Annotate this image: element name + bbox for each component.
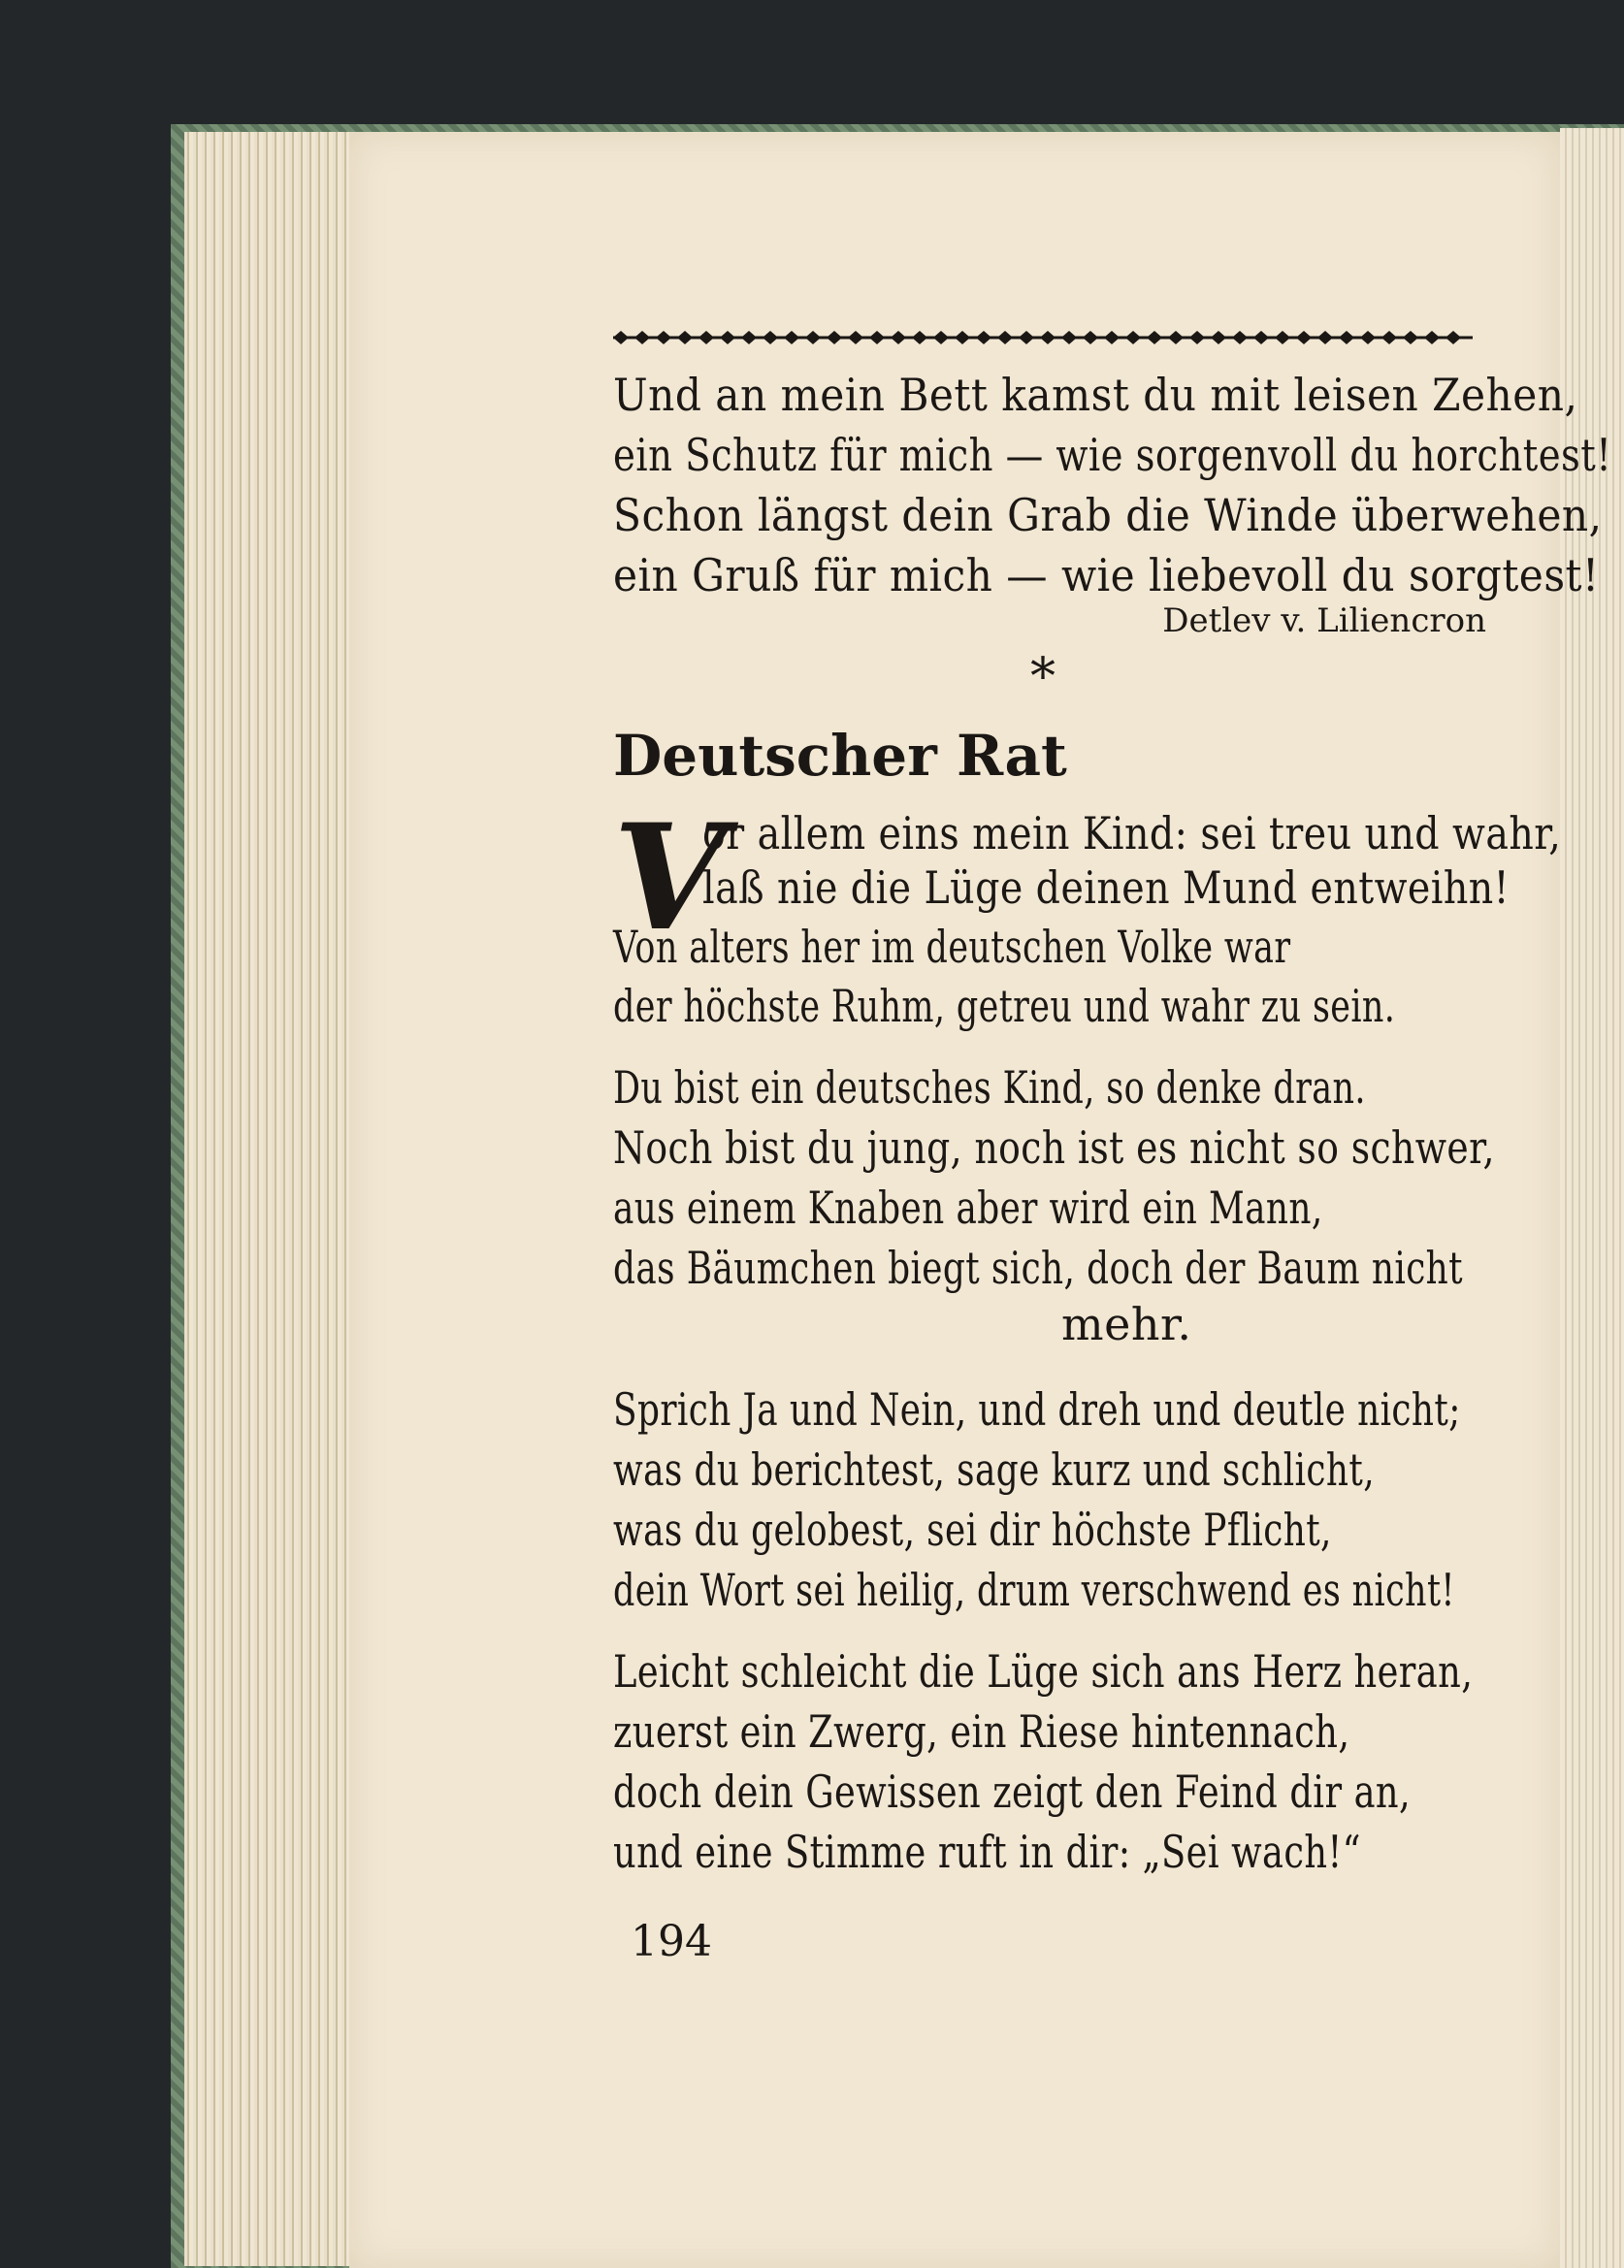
drop-cap: V bbox=[613, 793, 727, 963]
ornament-diamond bbox=[634, 331, 650, 344]
poem1-line-4: ein Gruß für mich — wie liebevoll du sorgtest! bbox=[613, 549, 1600, 601]
ornament-diamond bbox=[1125, 331, 1141, 344]
ornament-diamond bbox=[1360, 331, 1376, 344]
ornament-diamond bbox=[1381, 331, 1397, 344]
ornament-diamond bbox=[741, 331, 757, 344]
ornament-diamond bbox=[763, 331, 778, 344]
stanza1-line-3: Von alters her im deutschen Volke war bbox=[613, 921, 1291, 973]
stanza4-line-3: doch dein Gewissen zeigt den Feind dir an, bbox=[613, 1766, 1412, 1818]
stanza4-line-2: zuerst ein Zwerg, ein Riese hintennach, bbox=[613, 1705, 1350, 1758]
ornament-diamond bbox=[1104, 331, 1120, 344]
stanza2-line-3: aus einem Knaben aber wird ein Mann, bbox=[613, 1182, 1323, 1234]
ornament-diamond bbox=[677, 331, 693, 344]
ornament-diamond bbox=[976, 331, 991, 344]
ornament-diamond bbox=[912, 331, 927, 344]
stanza1-line-1: or allem eins mein Kind: sei treu und wahr, bbox=[702, 807, 1562, 859]
ornament-diamond bbox=[1189, 331, 1205, 344]
ornamental-rule bbox=[613, 327, 1473, 348]
ornament-diamond bbox=[1317, 331, 1333, 344]
ornament-diamond bbox=[805, 331, 821, 344]
stanza3-line-2: was du berichtest, sage kurz und schlicht, bbox=[613, 1443, 1376, 1496]
stanza2-line-5: mehr. bbox=[1061, 1298, 1192, 1350]
ornament-diamond bbox=[1083, 331, 1098, 344]
poem1-line-1: Und an mein Bett kamst du mit leisen Zehen, bbox=[613, 369, 1578, 421]
ornament-diamond bbox=[784, 331, 799, 344]
page-number: 194 bbox=[631, 1917, 712, 1966]
ornament-diamond bbox=[720, 331, 735, 344]
ornament-diamond bbox=[698, 331, 714, 344]
author-signature: Detlev v. Liliencron bbox=[1162, 601, 1486, 640]
ornament-diamond bbox=[891, 331, 906, 344]
ornament-diamond bbox=[1339, 331, 1354, 344]
stanza1-line-4: der höchste Ruhm, getreu und wahr zu sein. bbox=[613, 980, 1396, 1032]
ornament-diamond bbox=[997, 331, 1013, 344]
ornament-diamond bbox=[1061, 331, 1077, 344]
poem-title: Deutscher Rat bbox=[613, 723, 1067, 789]
ornament-diamond bbox=[613, 331, 629, 344]
ornament-diamond bbox=[1211, 331, 1226, 344]
stanza3-line-4: dein Wort sei heilig, drum verschwend es nicht! bbox=[613, 1564, 1455, 1616]
poem1-line-2: ein Schutz für mich — wie sorgenvoll du horchtest! bbox=[613, 429, 1612, 481]
page-edges-left bbox=[184, 132, 369, 2266]
ornament-diamond bbox=[827, 331, 842, 344]
stanza2-line-4: das Bäumchen biegt sich, doch der Baum nicht bbox=[613, 1242, 1463, 1294]
ornament-diamond bbox=[1040, 331, 1056, 344]
stanza1-line-2: laß nie die Lüge deinen Mund entweihn! bbox=[702, 861, 1510, 914]
ornament-diamond bbox=[869, 331, 885, 344]
stanza3-line-1: Sprich Ja und Nein, und dreh und deutle nicht; bbox=[613, 1383, 1461, 1436]
ornament-diamond bbox=[1403, 331, 1418, 344]
ornament-diamond bbox=[1296, 331, 1312, 344]
ornament-diamond bbox=[1147, 331, 1162, 344]
ornament-diamond bbox=[656, 331, 671, 344]
ornament-diamond bbox=[1275, 331, 1290, 344]
stanza4-line-1: Leicht schleicht die Lüge sich ans Herz heran, bbox=[613, 1645, 1474, 1698]
ornament-diamond bbox=[1424, 331, 1440, 344]
stanza2-line-1: Du bist ein deutsches Kind, so denke dran. bbox=[613, 1061, 1366, 1114]
ornament-diamond bbox=[1168, 331, 1184, 344]
ornament-diamond bbox=[848, 331, 863, 344]
stanza4-line-4: und eine Stimme ruft in dir: „Sei wach!“ bbox=[613, 1826, 1361, 1878]
ornament-diamond bbox=[1019, 331, 1034, 344]
ornament-diamond bbox=[1232, 331, 1248, 344]
stanza3-line-3: was du gelobest, sei dir höchste Pflicht, bbox=[613, 1504, 1332, 1556]
ornament-diamond bbox=[1445, 331, 1461, 344]
ornament-diamond bbox=[955, 331, 970, 344]
ornament-diamond bbox=[933, 331, 949, 344]
poem1-line-3: Schon längst dein Grab die Winde überwehen, bbox=[613, 489, 1603, 541]
separator-asterisk: * bbox=[1030, 648, 1056, 706]
stanza2-line-2: Noch bist du jung, noch ist es nicht so schwer, bbox=[613, 1121, 1495, 1174]
ornament-diamond bbox=[1253, 331, 1269, 344]
